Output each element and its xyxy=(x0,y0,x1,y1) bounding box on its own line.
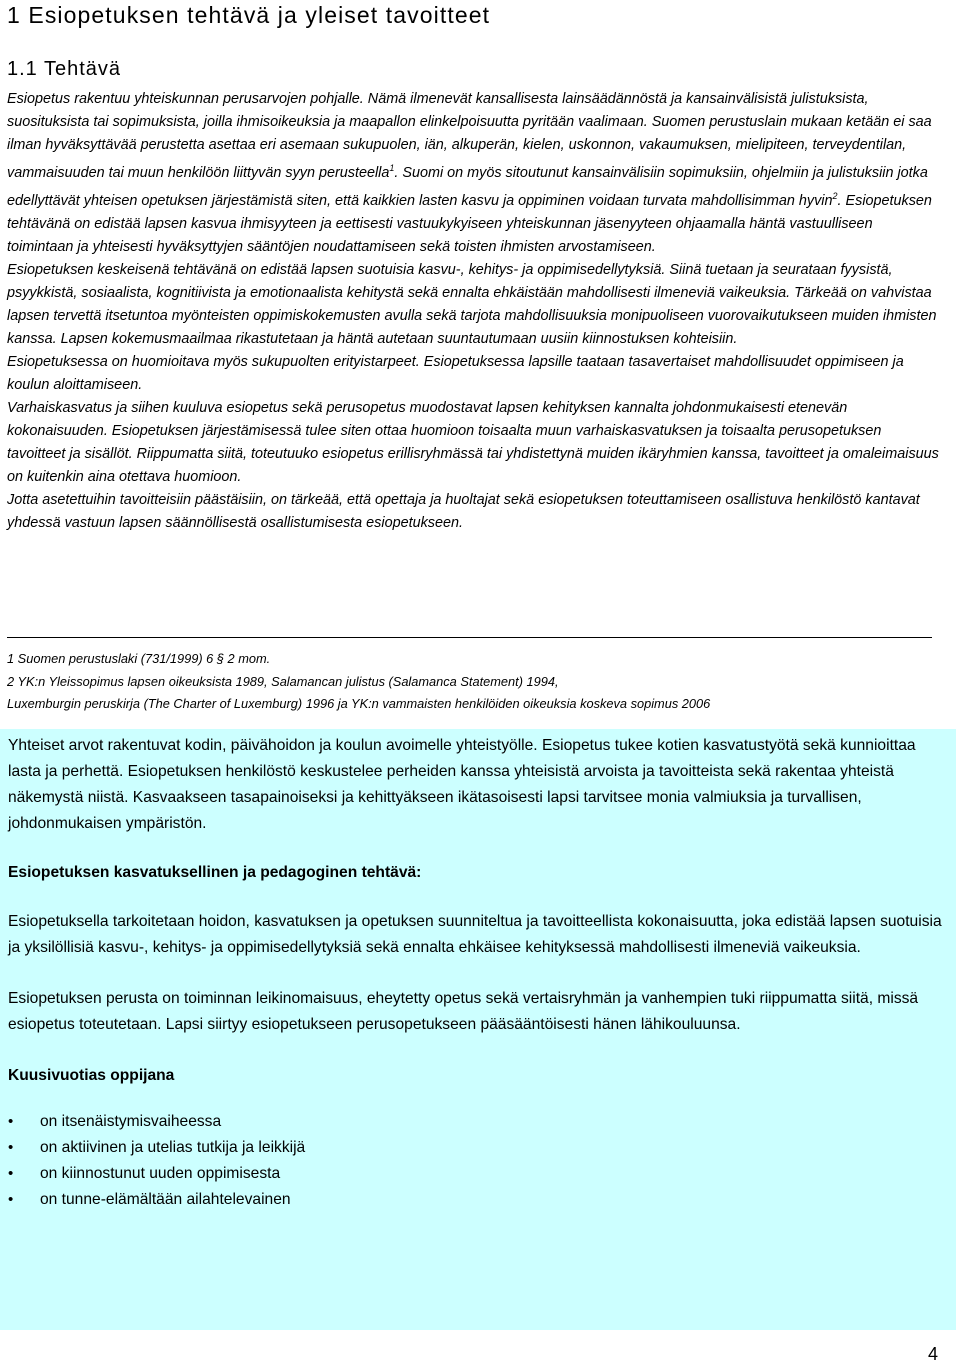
box-paragraph-2: Esiopetuksella tarkoitetaan hoidon, kasvatuksen ja opetuksen suunniteltua ja tavoitteellista kokonaisuutta, joka edistää lapsen suotuisia ja yksilöllisiä kasvu-, kehitys- ja oppimisedellytyksiä sekä ennalta ehkäisee kehityksessä mahdollisesti ilmeneviä vaikeuksia. xyxy=(8,913,942,956)
bullet-icon: • xyxy=(8,1139,14,1156)
intro-paragraph-1-part-b: . Suomi on myös sitoutunut kansainvälisiin sopimuksiin, ohjelmiin ja julistuksiin jotka edellyttävät yhteisen opetuksen järjestämistä siten, että kaikkien lasten kasvu ja oppiminen voidaan turvata mahdollisimman hyvin xyxy=(7,164,928,209)
bullet-icon: • xyxy=(8,1191,14,1208)
box-subheading-learner: Kuusivuotias oppijana xyxy=(8,1067,175,1084)
highlight-box xyxy=(0,729,956,1330)
bullet-icon: • xyxy=(8,1165,14,1182)
footnote-ref-1: 1 xyxy=(389,163,395,173)
footnote-2-continued: Luxemburgin peruskirja (The Charter of Luxemburg) 1996 ja YK:n vammaisten henkilöiden oikeuksia koskeva sopimus 2006 xyxy=(7,696,711,711)
intro-paragraph-3: Esiopetuksessa on huomioitava myös sukupuolten erityistarpeet. Esiopetuksessa lapsille taataan tasavertaiset mahdollisuudet oppimiseen ja koulun aloittamiseen. xyxy=(7,353,904,393)
intro-paragraph-2: Esiopetuksen keskeisenä tehtävänä on edistää lapsen suotuisia kasvu-, kehitys- ja oppimisedellytyksiä. Siinä tuetaan ja seurataan fyysistä, psyykkistä, sosiaalista, kognitiivista ja emotionaalista kehitystä sekä ennalta ehkäistään mahdollisesti ilmeneviä vaikeuksia. Tärkeää on vahvistaa lapsen tervettä itsetuntoa myönteisten oppimiskokemusten avulla sekä tarjota mahdollisuuksia monipuoliseen vuorovaikutukseen muiden ihmisten kanssa. Lapsen kokemusmaailmaa rikastutetaan ja häntä autetaan suuntautumaan uusiin kiinnostuksen kohteisiin. xyxy=(7,261,937,347)
footnote-divider xyxy=(7,637,932,638)
footnote-ref-2: 2 xyxy=(832,190,838,201)
highlight-box-content xyxy=(8,733,948,1213)
box-paragraph-1: Yhteiset arvot rakentuvat kodin, päivähoidon ja koulun avoimelle yhteistyölle. Esiopetus tukee kotien kasvatustyötä sekä kunnioittaa lasta ja perhettä. Esiopetuksen henkilöstö keskustelee perheiden kanssa yhteisistä arvoista ja tavoitteista sekä rakentaa yhteistä näkemystä niistä. Kasvaakseen tasapainoiseksi ja kehittyäkseen ikätasoisesti lapsi tarvitsee monia valmiuksia ja turvallisen, johdonmukaisen ympäristön. xyxy=(8,737,916,832)
list-item-label: on tunne-elämältään ailahtelevainen xyxy=(40,1191,291,1208)
list-item-label: on kiinnostunut uuden oppimisesta xyxy=(40,1165,281,1182)
chapter-heading: 1 Esiopetuksen tehtävä ja yleiset tavoitteet xyxy=(7,2,491,28)
intro-paragraph-4: Varhaiskasvatus ja siihen kuuluva esiopetus sekä perusopetus muodostavat lapsen kehityksen kannalta johdonmukaisesti etenevän kokonaisuuden. Esiopetuksen järjestämisessä tulee siten ottaa huomioon toisaalta muun varhaiskasvatuksen ja toisaalta perusopetuksen tavoitteet ja sisällöt. Riippumatta siitä, toteutuuko esiopetus erillisryhmässä tai yhdistettynä muiden ikäryhmien kanssa, tavoitteet ja omaleimaisuus on kuitenkin aina otettava huomioon. xyxy=(7,399,939,485)
footnote-2: 2 YK:n Yleissopimus lapsen oikeuksista 1989, Salamancan julistus (Salamanca Statement) 1994, xyxy=(7,673,559,689)
page-number: 4 xyxy=(927,1344,938,1364)
list-item-label: on aktiivinen ja utelias tutkija ja leikkijä xyxy=(40,1139,306,1156)
box-subheading-pedagogical: Esiopetuksen kasvatuksellinen ja pedagoginen tehtävä: xyxy=(8,864,422,881)
intro-paragraph-5: Jotta asetettuihin tavoitteisiin päästäisiin, on tärkeää, että opettaja ja huoltajat sekä esiopetuksen toteuttamiseen osallistuva henkilöstö kantavat yhdessä vastuun lapsen säännöllisestä osallistumisesta esiopetukseen. xyxy=(7,491,920,531)
footnote-1: 1 Suomen perustuslaki (731/1999) 6 § 2 mom. xyxy=(7,651,271,666)
list-item xyxy=(8,1109,948,1135)
intro-paragraph-1 xyxy=(7,88,942,259)
list-item-label: on itsenäistymisvaiheessa xyxy=(40,1113,222,1130)
learner-list xyxy=(8,1109,948,1213)
box-paragraph-3: Esiopetuksen perusta on toiminnan leikinomaisuus, eheytetty opetus sekä vertaisryhmän ja vanhempien tuki riippumatta siitä, missä esiopetus toteutetaan. Lapsi siirtyy esiopetukseen perusopetukseen pääsääntöisesti hänen lähikouluunsa. xyxy=(8,990,919,1033)
list-item xyxy=(8,1161,948,1187)
section-heading: 1.1 Tehtävä xyxy=(7,58,122,80)
list-item xyxy=(8,1187,948,1213)
bullet-icon: • xyxy=(8,1113,14,1130)
intro-paragraph-1-part-c: . Esiopetuksen tehtävänä on edistää lapsen kasvua ihmisyyteen ja eettisesti vastuukykyiseen yhteiskunnan jäsenyyteen ohjaamalla häntä vastuulliseen toimintaan ja yhteisesti hyväksyttyjen sääntöjen noudattamiseen sekä toisten ihmisten arvostamiseen. xyxy=(7,192,932,255)
intro-text xyxy=(7,88,942,535)
intro-paragraph-1-part-a: Esiopetus rakentuu yhteiskunnan perusarvojen pohjalle. Nämä ilmenevät kansallisesta lainsäädännöstä ja kansainvälisistä julistuksista, suosituksista tai sopimuksista, joilla ihmisoikeuksia ja maapallon elinkelpoisuutta pyritään vaalimaan. Suomen perustuslain mukaan ketään ei saa ilman hyväksyttävää perustetta asettaa eri asemaan sukupuolen, iän, alkuperän, kielen, uskonnon, vakaumuksen, mielipiteen, terveydentilan, vammaisuuden tai muun henkilöön liittyvän syyn perusteella xyxy=(7,91,932,181)
list-item xyxy=(8,1135,948,1161)
footnotes xyxy=(7,648,937,716)
